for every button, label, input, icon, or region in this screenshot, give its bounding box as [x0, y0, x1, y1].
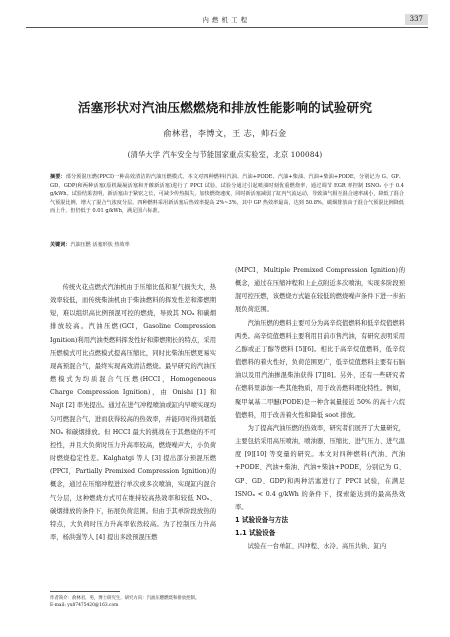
keywords	[50, 241, 404, 249]
abstract-text: 部分预混压燃(PPCI)一种高效清洁的汽油压燃模式。本文对四种燃料(汽油、汽油+PODE、汽油+柴油、汽油+柴油+PODE，分别记为 G、GP、GD、GDP)和两种活塞(原机凝凝活塞和开敞新活塞)进行了 PPCI 试验。试验分通过引起喷油时刻优重燃烧率，通过调节 EGR 率控制 ISNOₓ 小于 0.4 g/kWh。试验结果表明，新活塞由于紧密之长，可减少传热损失，加快燃烧速度，同时新活塞减弱了缸内气流运动，导致油气相互混合速率减小，降低了混合气预混比例，增大了混合气浓度分层。四种燃料采用新活塞后热效率提高 2%~3%，其中 GP 热效率最高，达到 50.8%。碳烟排放由于混合气预混比例降低而上升，但仍低于 0.01 g/kWh，满足国六标准。	[50, 174, 404, 215]
journal-name: 内 燃 机 工 程	[202, 16, 248, 24]
paper-title: 活塞形状对汽油压燃燃烧和排放性能影响的试验研究	[77, 100, 373, 115]
abstract	[50, 173, 404, 216]
abstract-label: 摘要：	[50, 174, 66, 180]
body-paragraph: 汽油压燃的燃料主要可分为高辛烷值燃料和低辛烷值燃料两类。高辛烷值燃料主要利用目前市售汽油，有研究表明采用乙醇或正丁醇等燃料 [5][6]。相比于高辛烷值燃料，低辛烷值燃料的着火性好，负荷范围更广，低辛烷值燃料主要有石脑油以及用汽油掺混柴油获得 [7][8]。另外，还有一些研究者在燃料里添加一些其他物质，用于改善燃料理化特性。例如，聚甲氧基二甲醚(PODE)是一种含氧量接近 50% 的高十六烷值燃料，用于改善着火性和降低 soot 排放。	[235, 319, 406, 419]
keywords-label: 关键词：	[50, 242, 71, 248]
body-paragraph: 试验在一台单缸、四冲程、水冷、高压共轨、缸内	[247, 543, 387, 551]
header-rule	[26, 27, 428, 28]
author-info: 作者简介：俞林君，男，博士研究生，研究方向：汽油压燃燃烧和排放控制。	[50, 596, 200, 601]
body-paragraph: (MPCI，Multiple Premixed Compression Ignition)的概念，通过在压缩冲程和上止点附近多次喷油，实现多阶段预混可控压燃，该燃烧方式能在较低的燃烧噪声条件下进一步拓展负荷范围。	[235, 267, 406, 314]
page-number: 337	[405, 14, 428, 25]
left-column	[50, 281, 216, 544]
footnote-rule	[50, 591, 120, 592]
authors: 俞林君，李博文，王 志，帅石金	[163, 128, 287, 138]
subsection-heading: 1.1 试验设备	[235, 529, 276, 538]
footnote	[50, 591, 216, 609]
right-column	[235, 264, 405, 553]
body-paragraph: 传统火花点燃式汽油机由于压缩比低和泵气损失大，热效率较低，而传统柴油机由于柴油燃料的挥发性差和滞燃期短，难以组织高比例预混可控的燃烧，导致其 NOₓ 和碳烟排放较高。汽油压燃(GCI，Gasoline Compression Ignition)利用汽油类燃料挥发性好和滞燃期长的特点，采用压燃模式可比点燃模式提高压缩比，同时比柴油压燃更易实现高预混合气，最终实现高效清洁燃烧。最早研究的汽油压燃模式为均质混合气压燃(HCCI，Homogeneous Charge Compression Ignition)，由 Onishi [1] 和 Najt [2] 率先提出。通过在进气冲程喷油或缸内早喷实现均匀可燃混合气，进而获得较高的热效率，并能同时得到超低 NOₓ 和碳烟排放。但 HCCI 最大的挑战在于其燃烧的不可控性，并且大负荷时压力升高率较高，燃烧噪声大，小负荷时燃烧稳定性差。Kalghatgi 等人 [3] 提出部分预混压燃(PPCI，Partially Premixed Compression Ignition)的概念，通过在压缩冲程进行单次或多次喷油，实现缸内混合气分层，这种燃烧方式可在维持较高热效率和较低 NOₓ、碳烟排放的条件下，拓展负荷范围。但由于其单阶段放热的特点，大负荷时压力升高率依然较高。为了控制压力升高率，杨洪强等人 [4] 提出多段预混压燃	[50, 284, 216, 541]
affiliation: (清华大学 汽车安全与节能国家重点实验室，北京 100084)	[127, 150, 323, 159]
body-paragraph: 为了提高汽油压燃的热效率，研究者们展开了大量研究，主要包括采用高压喷油，喷油器、压缩比、进气压力、进气温度 [9][10] 等变量的研究。本文对四种燃料(汽油、汽油+PODE、汽油+柴油、汽油+柴油+PODE，分别记为 G、GP、GD、GDP)和两种活塞进行了 PPCI 试验，在满足 ISNOₓ < 0.4 g/kWh 的条件下，探索能达到的最高热效率。	[235, 424, 406, 511]
author-email: E-mail: yu87475420@163.com	[50, 603, 119, 608]
page-header	[0, 8, 450, 28]
keywords-text: 汽油压燃 活塞形状 热效率	[70, 242, 130, 248]
section-heading: 1 试验设备与方法	[235, 515, 289, 524]
